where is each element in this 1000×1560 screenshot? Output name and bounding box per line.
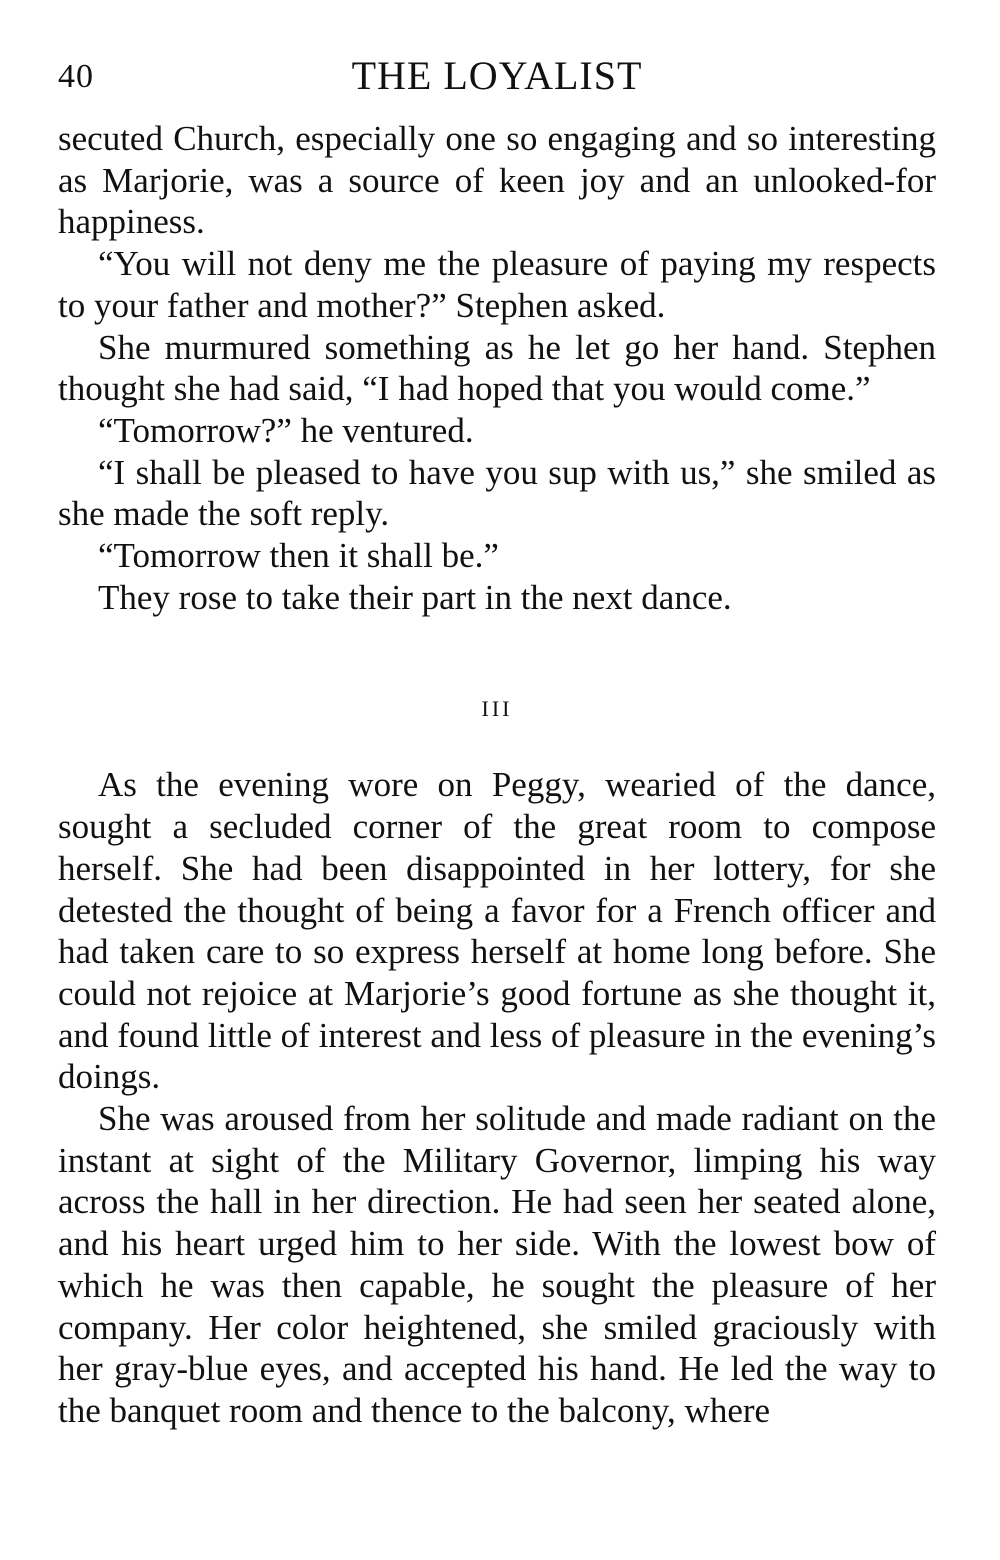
body-text-before [58,118,936,618]
paragraph: “Tomorrow then it shall be.” [98,536,499,576]
section-marker: III [481,696,513,722]
paragraph: “Tomorrow?” he ventured. [98,410,474,450]
running-title: THE LOYALIST [351,53,643,98]
paragraph: As the evening wore on Peggy, wearied of the dance, sought a secluded corner of the great room to compose herself. She had been disappointed in her lottery, for she detested the thought of being a favor for a French officer and had taken care to so express herself at home long before. She could not rejoice at Marjorie’s good fortune as she thought it, and found little of interest and less of pleasure in the evening’s doings. [58,765,936,1097]
page-header [58,52,936,108]
paragraph: “I shall be pleased to have you sup with us,” she smiled as she made the soft reply. [58,452,936,534]
paragraph: They rose to take their part in the next dance. [98,577,732,617]
body-text-after [58,764,936,1431]
book-page [58,52,936,1432]
page-number: 40 [58,58,94,95]
paragraph: She murmured something as he let go her hand. Stephen thought she had said, “I had hoped that you would come.” [58,327,936,409]
paragraph: She was aroused from her solitude and made radiant on the instant at sight of the Military Governor, limping his way across the hall in her direction. He had seen her seated alone, and his heart urged him to her side. With the lowest bow of which he was then capable, he sought the pleasure of her company. Her color heightened, she smiled graciously with her gray-blue eyes, and accepted his hand. He led the way to the banquet room and thence to the balcony, where [58,1099,936,1430]
paragraph: “You will not deny me the pleasure of paying my respects to your father and mother?” Stephen asked. [58,244,936,325]
paragraph: secuted Church, especially one so engaging and so interesting as Marjorie, was a source of keen joy and an unlooked-for happiness. [58,119,936,242]
